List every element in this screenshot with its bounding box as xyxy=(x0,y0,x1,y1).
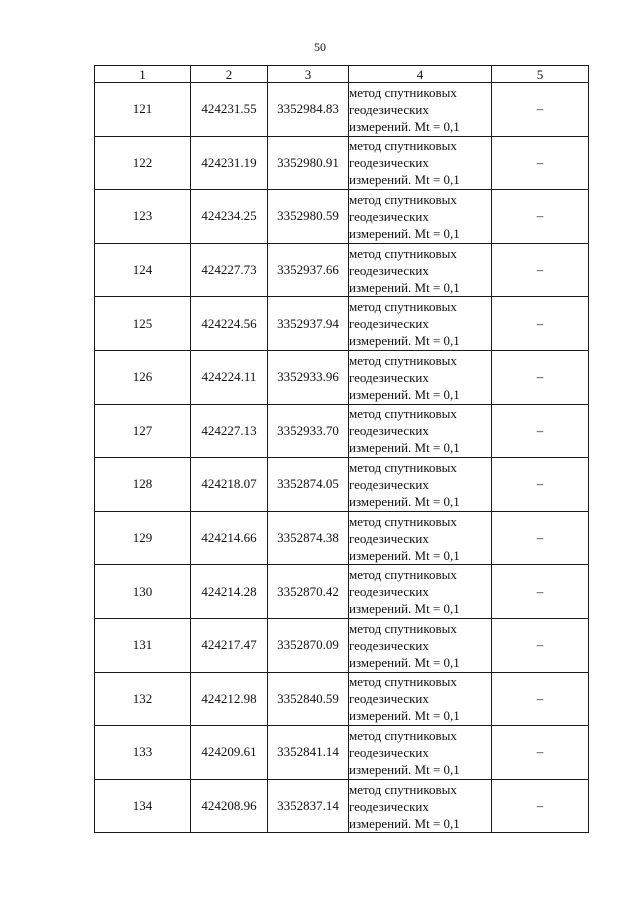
column-5-cell: – xyxy=(492,136,589,190)
table-row xyxy=(95,243,589,297)
table-row xyxy=(95,404,589,458)
column-5-cell: – xyxy=(492,672,589,726)
method-cell xyxy=(349,350,492,404)
table-row xyxy=(95,297,589,351)
y-coordinate-cell: 3352984.83 xyxy=(268,83,349,137)
method-text-line: измерений. Mt = 0,1 xyxy=(349,708,460,724)
point-number-cell: 129 xyxy=(95,511,191,565)
method-text-line: измерений. Mt = 0,1 xyxy=(349,547,460,563)
method-cell xyxy=(349,511,492,565)
point-number-cell: 122 xyxy=(95,136,191,190)
method-cell xyxy=(349,779,492,833)
y-coordinate-cell: 3352840.59 xyxy=(268,672,349,726)
y-coordinate-cell: 3352937.66 xyxy=(268,243,349,297)
method-text-line: метод спутниковых xyxy=(349,727,457,743)
method-text-line: геодезических xyxy=(349,691,429,707)
column-5-cell: – xyxy=(492,83,589,137)
x-coordinate-cell: 424227.13 xyxy=(191,404,268,458)
method-text-line: измерений. Mt = 0,1 xyxy=(349,118,460,134)
method-text-line: метод спутниковых xyxy=(349,620,457,636)
y-coordinate-cell: 3352933.70 xyxy=(268,404,349,458)
method-text-line: метод спутниковых xyxy=(349,299,457,315)
method-text-line: геодезических xyxy=(349,584,429,600)
column-5-cell: – xyxy=(492,779,589,833)
point-number-cell: 126 xyxy=(95,350,191,404)
method-text-line: метод спутниковых xyxy=(349,459,457,475)
method-text-line: метод спутниковых xyxy=(349,406,457,422)
point-number-cell: 130 xyxy=(95,565,191,619)
column-5-cell: – xyxy=(492,458,589,512)
method-cell xyxy=(349,190,492,244)
y-coordinate-cell: 3352937.94 xyxy=(268,297,349,351)
x-coordinate-cell: 424209.61 xyxy=(191,726,268,780)
method-text-line: измерений. Mt = 0,1 xyxy=(349,386,460,402)
column-5-cell: – xyxy=(492,350,589,404)
method-text-line: метод спутниковых xyxy=(349,674,457,690)
method-cell xyxy=(349,565,492,619)
column-header-1: 1 xyxy=(95,66,191,83)
x-coordinate-cell: 424231.19 xyxy=(191,136,268,190)
x-coordinate-cell: 424224.56 xyxy=(191,297,268,351)
x-coordinate-cell: 424234.25 xyxy=(191,190,268,244)
method-text-line: геодезических xyxy=(349,798,429,814)
method-cell xyxy=(349,136,492,190)
method-text-line: метод спутниковых xyxy=(349,245,457,261)
x-coordinate-cell: 424224.11 xyxy=(191,350,268,404)
column-5-cell: – xyxy=(492,565,589,619)
x-coordinate-cell: 424231.55 xyxy=(191,83,268,137)
table-row xyxy=(95,83,589,137)
method-text-line: измерений. Mt = 0,1 xyxy=(349,279,460,295)
point-number-cell: 121 xyxy=(95,83,191,137)
method-text-line: геодезических xyxy=(349,316,429,332)
method-text-line: метод спутниковых xyxy=(349,781,457,797)
method-text-line: геодезических xyxy=(349,155,429,171)
method-text-line: измерений. Mt = 0,1 xyxy=(349,654,460,670)
x-coordinate-cell: 424227.73 xyxy=(191,243,268,297)
method-text-line: геодезических xyxy=(349,744,429,760)
method-text-line: геодезических xyxy=(349,423,429,439)
method-text-line: геодезических xyxy=(349,476,429,492)
x-coordinate-cell: 424214.28 xyxy=(191,565,268,619)
column-header-2: 2 xyxy=(191,66,268,83)
table-row xyxy=(95,136,589,190)
method-cell xyxy=(349,83,492,137)
column-5-cell: – xyxy=(492,297,589,351)
column-5-cell: – xyxy=(492,511,589,565)
point-number-cell: 131 xyxy=(95,618,191,672)
method-cell xyxy=(349,618,492,672)
y-coordinate-cell: 3352870.09 xyxy=(268,618,349,672)
column-header-5: 5 xyxy=(492,66,589,83)
page-number: 50 xyxy=(314,40,326,54)
table-row xyxy=(95,726,589,780)
point-number-cell: 128 xyxy=(95,458,191,512)
table-row xyxy=(95,458,589,512)
table-header-row xyxy=(95,66,589,83)
table-row xyxy=(95,779,589,833)
method-text-line: измерений. Mt = 0,1 xyxy=(349,333,460,349)
method-text-line: геодезических xyxy=(349,262,429,278)
y-coordinate-cell: 3352841.14 xyxy=(268,726,349,780)
y-coordinate-cell: 3352837.14 xyxy=(268,779,349,833)
column-header-3: 3 xyxy=(268,66,349,83)
method-cell xyxy=(349,404,492,458)
method-text-line: измерений. Mt = 0,1 xyxy=(349,601,460,617)
table-row xyxy=(95,618,589,672)
method-cell xyxy=(349,458,492,512)
point-number-cell: 125 xyxy=(95,297,191,351)
method-text-line: геодезических xyxy=(349,530,429,546)
x-coordinate-cell: 424217.47 xyxy=(191,618,268,672)
method-cell xyxy=(349,726,492,780)
method-text-line: измерений. Mt = 0,1 xyxy=(349,225,460,241)
y-coordinate-cell: 3352980.91 xyxy=(268,136,349,190)
table-row xyxy=(95,350,589,404)
method-text-line: измерений. Mt = 0,1 xyxy=(349,440,460,456)
column-5-cell: – xyxy=(492,404,589,458)
point-number-cell: 134 xyxy=(95,779,191,833)
method-cell xyxy=(349,672,492,726)
method-text-line: метод спутниковых xyxy=(349,567,457,583)
method-text-line: геодезических xyxy=(349,637,429,653)
method-text-line: метод спутниковых xyxy=(349,513,457,529)
method-text-line: метод спутниковых xyxy=(349,138,457,154)
method-cell xyxy=(349,243,492,297)
method-text-line: измерений. Mt = 0,1 xyxy=(349,761,460,777)
x-coordinate-cell: 424214.66 xyxy=(191,511,268,565)
column-5-cell: – xyxy=(492,618,589,672)
table-row xyxy=(95,190,589,244)
table-row xyxy=(95,565,589,619)
point-number-cell: 124 xyxy=(95,243,191,297)
x-coordinate-cell: 424212.98 xyxy=(191,672,268,726)
method-text-line: геодезических xyxy=(349,208,429,224)
method-text-line: геодезических xyxy=(349,101,429,117)
method-text-line: измерений. Mt = 0,1 xyxy=(349,815,460,831)
point-number-cell: 123 xyxy=(95,190,191,244)
method-text-line: метод спутниковых xyxy=(349,352,457,368)
y-coordinate-cell: 3352874.38 xyxy=(268,511,349,565)
column-5-cell: – xyxy=(492,726,589,780)
method-cell xyxy=(349,297,492,351)
coordinates-table xyxy=(94,65,589,833)
y-coordinate-cell: 3352980.59 xyxy=(268,190,349,244)
point-number-cell: 127 xyxy=(95,404,191,458)
method-text-line: метод спутниковых xyxy=(349,191,457,207)
method-text-line: измерений. Mt = 0,1 xyxy=(349,172,460,188)
x-coordinate-cell: 424218.07 xyxy=(191,458,268,512)
y-coordinate-cell: 3352870.42 xyxy=(268,565,349,619)
x-coordinate-cell: 424208.96 xyxy=(191,779,268,833)
method-text-line: метод спутниковых xyxy=(349,84,457,100)
column-5-cell: – xyxy=(492,190,589,244)
point-number-cell: 132 xyxy=(95,672,191,726)
column-header-4: 4 xyxy=(349,66,492,83)
table-row xyxy=(95,672,589,726)
y-coordinate-cell: 3352874.05 xyxy=(268,458,349,512)
table-row xyxy=(95,511,589,565)
method-text-line: геодезических xyxy=(349,369,429,385)
method-text-line: измерений. Mt = 0,1 xyxy=(349,493,460,509)
point-number-cell: 133 xyxy=(95,726,191,780)
column-5-cell: – xyxy=(492,243,589,297)
y-coordinate-cell: 3352933.96 xyxy=(268,350,349,404)
